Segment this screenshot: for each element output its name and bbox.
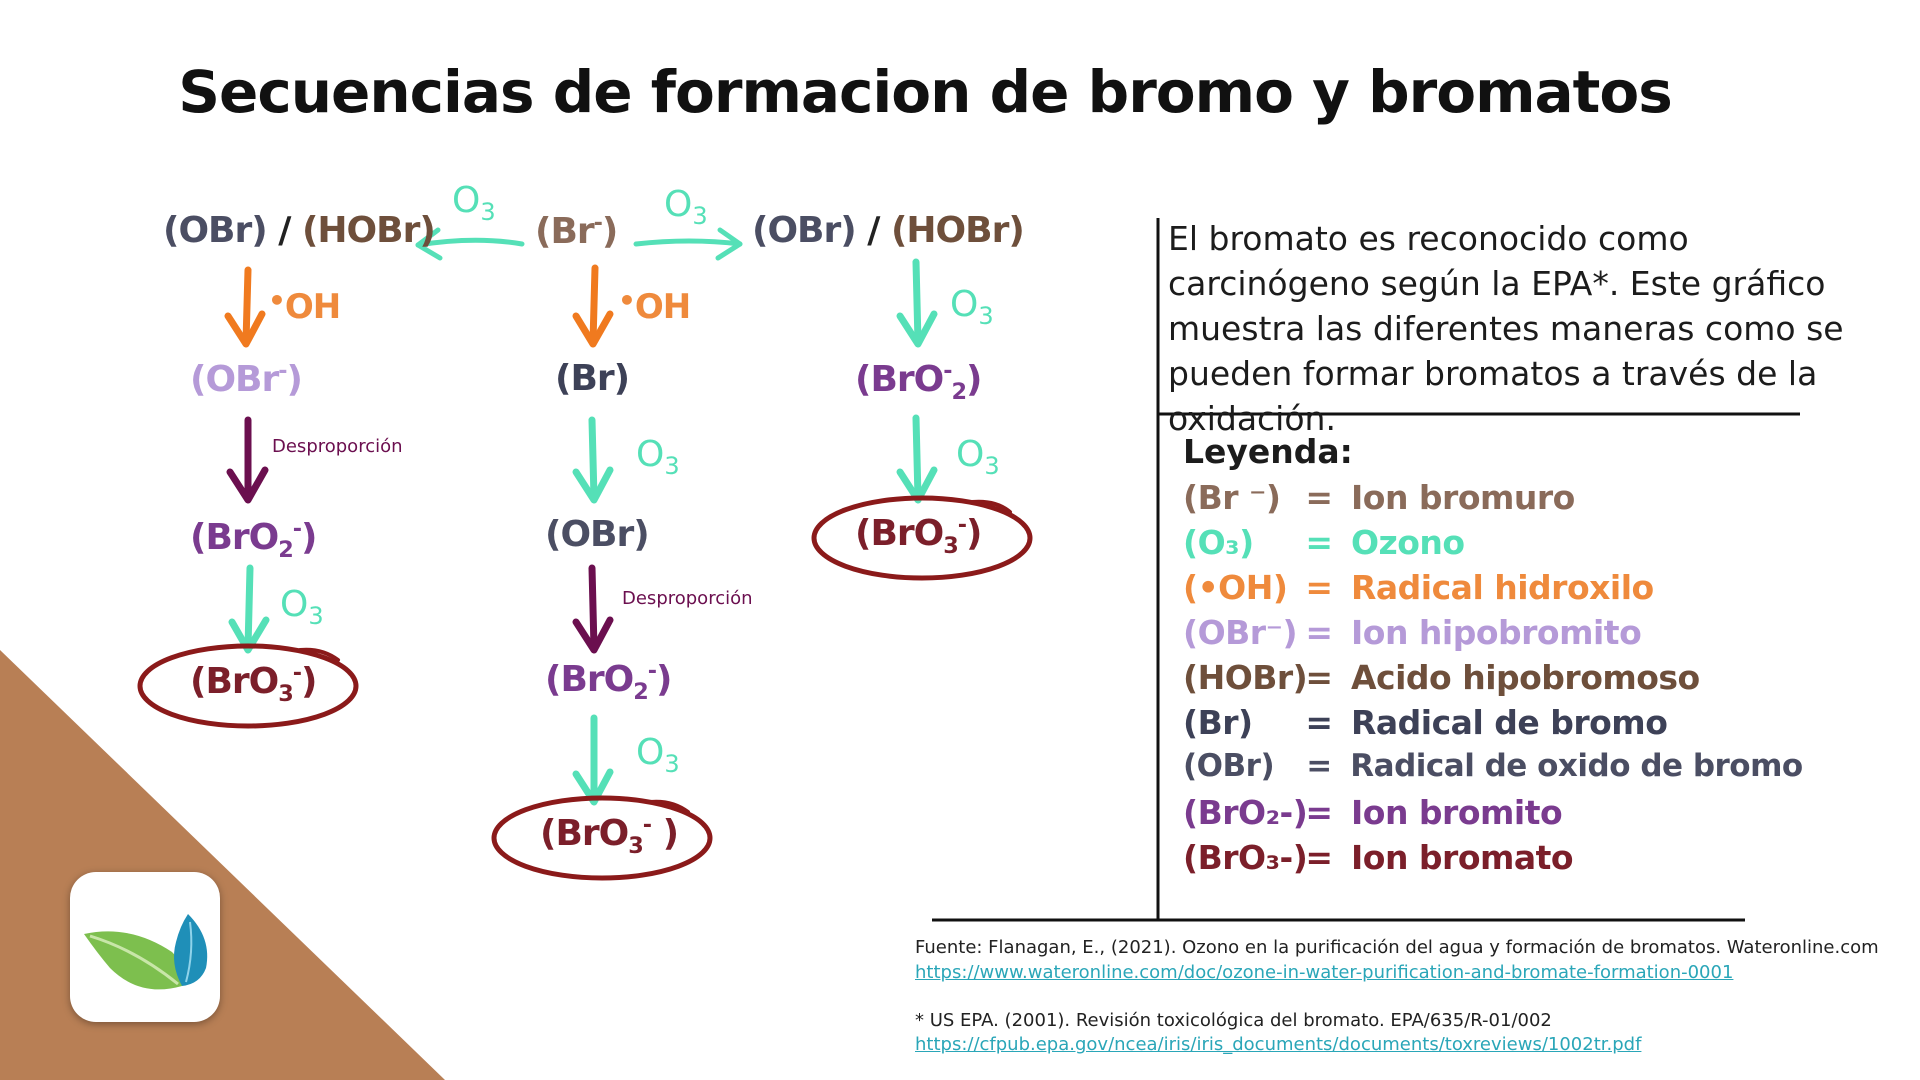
bro3-sub: 3 [628, 833, 643, 860]
species-bromate-c1 [190, 660, 317, 707]
legend-value: Ion bromato [1351, 838, 1574, 877]
source-citation-2: * US EPA. (2001). Revisión toxicológica del bromato. EPA/635/R-01/002 [915, 1010, 1552, 1031]
species-top-left [163, 210, 435, 251]
bromide-label: (Br [535, 211, 594, 252]
legend-item [1183, 748, 1803, 784]
legend-item [1183, 658, 1700, 697]
bro3-sub: 3 [943, 533, 958, 560]
obrm-label: (OBr [190, 359, 279, 400]
legend-key: (OBr⁻) [1183, 613, 1298, 652]
o3-c3a [950, 284, 994, 330]
bro2-close: ) [656, 659, 672, 700]
legend-eq: = [1305, 793, 1333, 832]
bro3-charge: - [642, 812, 652, 838]
arrow-c1-oh [246, 270, 248, 342]
legend-eq: = [1306, 748, 1332, 784]
corner-triangle [0, 650, 445, 1080]
hobr-label: (HOBr) [890, 210, 1024, 251]
legend-key: (Br ⁻) [1183, 478, 1281, 517]
arrow-br-to-right [636, 241, 740, 244]
bro2-sub: 2 [633, 679, 648, 706]
species-bromine-oxide: (OBr) [545, 514, 649, 555]
o3-sub: 3 [978, 302, 994, 331]
bro3-charge: - [292, 660, 302, 686]
hobr-label: (HOBr) [301, 210, 435, 251]
species-bromite-c3 [855, 358, 982, 405]
legend-key: (BrO₃-) [1183, 838, 1308, 877]
page-title: Secuencias de formacion de bromo y bromatos [178, 58, 1672, 126]
legend-item [1183, 613, 1641, 652]
legend-value: Ion bromito [1351, 793, 1563, 832]
o3-text: O [636, 434, 665, 475]
species-bromate-c3 [855, 512, 982, 559]
legend-key: (Br) [1183, 703, 1253, 742]
bro3-close: ) [301, 661, 317, 702]
disproportion-label-c1: Desproporción [272, 436, 403, 457]
legend-value: Radical hidroxilo [1351, 568, 1654, 607]
source-link-2[interactable]: https://cfpub.epa.gov/ncea/iris/iris_documents/documents/toxreviews/1002tr.pdf [915, 1034, 1642, 1055]
oh-text: OH [284, 287, 341, 327]
legend-value: Ion bromuro [1351, 478, 1575, 517]
bro2-close: ) [301, 517, 317, 558]
o3-sub: 3 [984, 452, 1000, 481]
legend-key: (BrO₂-) [1183, 793, 1308, 832]
radical-dot: • [268, 284, 285, 317]
legend-key: (•OH) [1183, 568, 1288, 607]
oh-label-c2 [618, 284, 690, 327]
bro3-label: (BrO [190, 661, 279, 702]
bro3-label: (BrO [855, 513, 944, 554]
o3-text: O [452, 180, 481, 221]
species-bromite-c2 [545, 658, 672, 705]
bro2-charge: - [292, 516, 302, 542]
o3-text: O [956, 434, 985, 475]
legend-value: Ozono [1351, 523, 1465, 562]
legend-eq: = [1305, 703, 1333, 742]
arrow-c3-o3a [916, 262, 918, 342]
arrow-c2-o3a [592, 420, 594, 498]
legend-item [1183, 793, 1562, 832]
species-top-right [752, 210, 1024, 251]
arrow-c1-o3 [248, 568, 250, 648]
bro3-close: ) [966, 513, 982, 554]
slash: / [278, 210, 291, 251]
oh-label-c1 [268, 284, 340, 327]
oh-text: OH [634, 287, 691, 327]
disproportion-label-c2: Desproporción [622, 588, 753, 609]
slash: / [867, 210, 880, 251]
obrm-close: ) [286, 359, 302, 400]
legend-item [1183, 568, 1654, 607]
species-bromate-c2 [540, 812, 678, 859]
legend-item [1183, 703, 1667, 742]
bro2-label: (BrO [190, 517, 279, 558]
o3-c2a [636, 434, 680, 480]
arrow-c2-disp [592, 568, 594, 648]
bro3-sub: 3 [278, 681, 293, 708]
legend-item [1183, 523, 1465, 562]
bro2-label: (BrO [855, 359, 944, 400]
o3-c2b [636, 732, 680, 778]
bro2-charge: - [647, 658, 657, 684]
radical-dot: • [618, 284, 635, 317]
o3-c1 [280, 584, 324, 630]
legend-eq: = [1305, 658, 1333, 697]
bro3-close: ) [651, 813, 679, 854]
obr-label: (OBr) [163, 210, 267, 251]
legend-eq: = [1305, 523, 1333, 562]
leaf-icon [70, 872, 220, 1022]
bromide-close: ) [601, 211, 618, 252]
o3-text: O [280, 584, 309, 625]
obrm-charge: - [278, 358, 287, 384]
species-bromide [535, 210, 617, 252]
legend-eq: = [1305, 478, 1333, 517]
o3-sub: 3 [664, 750, 680, 779]
legend-value: Ion hipobromito [1351, 613, 1642, 652]
arrow-c2-oh [593, 268, 595, 342]
legend-value: Radical de bromo [1351, 703, 1668, 742]
legend-heading: Leyenda: [1183, 432, 1353, 471]
o3-sub: 3 [480, 198, 496, 227]
legend-eq: = [1305, 838, 1333, 877]
legend-item [1183, 478, 1575, 517]
o3-top-left [452, 180, 496, 226]
o3-sub: 3 [664, 452, 680, 481]
o3-top-right [664, 184, 708, 230]
o3-text: O [950, 284, 979, 325]
bro2-charge: - [943, 358, 952, 384]
bro2-close: ) [966, 359, 982, 400]
arrow-c3-o3b [916, 418, 918, 498]
bro2-label: (BrO [545, 659, 634, 700]
species-bromine-radical: (Br) [555, 358, 630, 399]
obr-label: (OBr) [752, 210, 856, 251]
app-logo [70, 872, 220, 1022]
legend-key: (O₃) [1183, 523, 1254, 562]
legend-key: (OBr) [1183, 748, 1275, 784]
bro2-sub: 2 [951, 379, 967, 406]
o3-text: O [664, 184, 693, 225]
legend-eq: = [1305, 568, 1333, 607]
o3-text: O [636, 732, 665, 773]
description-text: El bromato es reconocido como carcinógeno según la EPA*. Este gráfico muestra las diferentes maneras como se pueden formar bromatos a través de la oxidación. [1168, 219, 1844, 438]
bro3-charge: - [957, 512, 967, 538]
bromide-charge: - [593, 210, 602, 236]
o3-sub: 3 [692, 202, 708, 231]
species-bromite-c1 [190, 516, 317, 563]
source-link-1[interactable]: https://www.wateronline.com/doc/ozone-in-water-purification-and-bromate-formation-0001 [915, 962, 1734, 983]
o3-sub: 3 [308, 602, 324, 631]
species-hypobromite [190, 358, 302, 400]
legend-key: (HOBr) [1183, 658, 1308, 697]
legend-item [1183, 838, 1573, 877]
o3-c3b [956, 434, 1000, 480]
legend-value: Acido hipobromoso [1351, 658, 1700, 697]
legend-value: Radical de oxido de bromo [1350, 748, 1803, 784]
source-citation-1: Fuente: Flanagan, E., (2021). Ozono en la purificación del agua y formación de bromatos. Wateronline.com [915, 937, 1879, 958]
bro2-sub: 2 [278, 537, 293, 564]
bro3-label: (BrO [540, 813, 629, 854]
legend-eq: = [1305, 613, 1333, 652]
